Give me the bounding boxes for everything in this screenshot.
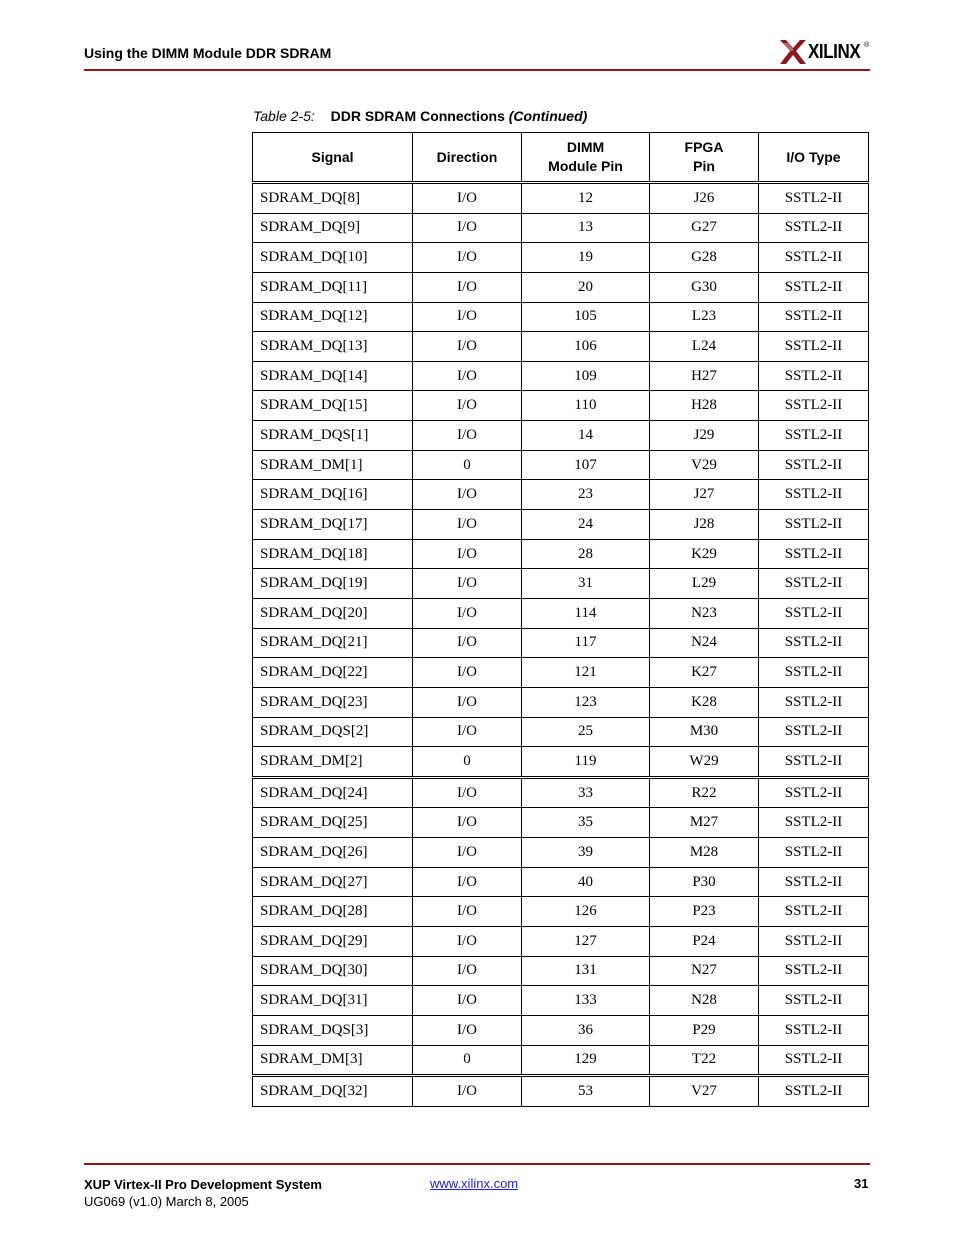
cell-dimm-module-pin: 35 bbox=[522, 808, 650, 838]
cell-direction: I/O bbox=[413, 391, 522, 421]
cell-fpga-pin: K28 bbox=[650, 687, 759, 717]
cell-dimm-module-pin: 133 bbox=[522, 986, 650, 1016]
cell-dimm-module-pin: 107 bbox=[522, 450, 650, 480]
footer-website-link[interactable]: www.xilinx.com bbox=[430, 1176, 519, 1191]
table-row bbox=[253, 421, 869, 451]
cell-direction: I/O bbox=[413, 539, 522, 569]
table-caption bbox=[253, 108, 587, 124]
table-row bbox=[253, 777, 869, 808]
cell-signal: SDRAM_DQ[21] bbox=[253, 628, 413, 658]
table-row bbox=[253, 183, 869, 214]
cell-fpga-pin: J27 bbox=[650, 480, 759, 510]
cell-io-type: SSTL2-II bbox=[759, 391, 869, 421]
xilinx-x-mark-icon bbox=[780, 40, 806, 64]
cell-dimm-module-pin: 40 bbox=[522, 867, 650, 897]
cell-direction: I/O bbox=[413, 480, 522, 510]
cell-io-type: SSTL2-II bbox=[759, 332, 869, 362]
cell-fpga-pin: L29 bbox=[650, 569, 759, 599]
cell-dimm-module-pin: 105 bbox=[522, 302, 650, 332]
cell-io-type: SSTL2-II bbox=[759, 1015, 869, 1045]
cell-fpga-pin: N23 bbox=[650, 598, 759, 628]
cell-fpga-pin: P30 bbox=[650, 867, 759, 897]
cell-io-type: SSTL2-II bbox=[759, 808, 869, 838]
cell-io-type: SSTL2-II bbox=[759, 838, 869, 868]
cell-direction: I/O bbox=[413, 897, 522, 927]
col-header-signal: Signal bbox=[253, 133, 413, 183]
cell-signal: SDRAM_DQS[1] bbox=[253, 421, 413, 451]
cell-signal: SDRAM_DQ[18] bbox=[253, 539, 413, 569]
cell-io-type: SSTL2-II bbox=[759, 450, 869, 480]
table-row bbox=[253, 927, 869, 957]
cell-dimm-module-pin: 121 bbox=[522, 658, 650, 688]
cell-signal: SDRAM_DQ[20] bbox=[253, 598, 413, 628]
cell-signal: SDRAM_DQ[15] bbox=[253, 391, 413, 421]
cell-dimm-module-pin: 117 bbox=[522, 628, 650, 658]
table-row bbox=[253, 332, 869, 362]
cell-io-type: SSTL2-II bbox=[759, 213, 869, 243]
table-number: Table 2-5: bbox=[253, 108, 315, 124]
cell-io-type: SSTL2-II bbox=[759, 569, 869, 599]
page-number: 31 bbox=[854, 1176, 869, 1191]
header-rule bbox=[84, 69, 870, 71]
footer-doc-id: UG069 (v1.0) March 8, 2005 bbox=[84, 1194, 249, 1209]
cell-direction: I/O bbox=[413, 183, 522, 214]
cell-io-type: SSTL2-II bbox=[759, 897, 869, 927]
cell-dimm-module-pin: 131 bbox=[522, 956, 650, 986]
cell-fpga-pin: L23 bbox=[650, 302, 759, 332]
cell-signal: SDRAM_DQ[29] bbox=[253, 927, 413, 957]
cell-direction: 0 bbox=[413, 1045, 522, 1076]
cell-signal: SDRAM_DQ[28] bbox=[253, 897, 413, 927]
table-row bbox=[253, 243, 869, 273]
table-row bbox=[253, 361, 869, 391]
cell-dimm-module-pin: 14 bbox=[522, 421, 650, 451]
cell-fpga-pin: T22 bbox=[650, 1045, 759, 1076]
cell-dimm-module-pin: 33 bbox=[522, 777, 650, 808]
cell-io-type: SSTL2-II bbox=[759, 986, 869, 1016]
cell-signal: SDRAM_DQ[26] bbox=[253, 838, 413, 868]
table-row bbox=[253, 391, 869, 421]
cell-fpga-pin: P29 bbox=[650, 1015, 759, 1045]
cell-direction: I/O bbox=[413, 687, 522, 717]
cell-dimm-module-pin: 109 bbox=[522, 361, 650, 391]
cell-fpga-pin: P23 bbox=[650, 897, 759, 927]
table-row bbox=[253, 598, 869, 628]
cell-dimm-module-pin: 25 bbox=[522, 717, 650, 747]
cell-io-type: SSTL2-II bbox=[759, 956, 869, 986]
cell-io-type: SSTL2-II bbox=[759, 243, 869, 273]
cell-io-type: SSTL2-II bbox=[759, 1045, 869, 1076]
table-row bbox=[253, 658, 869, 688]
cell-signal: SDRAM_DM[1] bbox=[253, 450, 413, 480]
cell-signal: SDRAM_DQ[17] bbox=[253, 510, 413, 540]
table-row bbox=[253, 569, 869, 599]
cell-direction: I/O bbox=[413, 838, 522, 868]
cell-io-type: SSTL2-II bbox=[759, 867, 869, 897]
cell-io-type: SSTL2-II bbox=[759, 510, 869, 540]
cell-direction: I/O bbox=[413, 658, 522, 688]
cell-signal: SDRAM_DQ[11] bbox=[253, 272, 413, 302]
table-row bbox=[253, 897, 869, 927]
cell-signal: SDRAM_DQS[2] bbox=[253, 717, 413, 747]
cell-fpga-pin: J29 bbox=[650, 421, 759, 451]
cell-fpga-pin: J28 bbox=[650, 510, 759, 540]
cell-fpga-pin: H28 bbox=[650, 391, 759, 421]
cell-direction: I/O bbox=[413, 628, 522, 658]
table-header-row bbox=[253, 133, 869, 183]
cell-dimm-module-pin: 119 bbox=[522, 747, 650, 778]
section-title: Using the DIMM Module DDR SDRAM bbox=[84, 45, 332, 61]
table-row bbox=[253, 1076, 869, 1107]
table-row bbox=[253, 717, 869, 747]
cell-dimm-module-pin: 12 bbox=[522, 183, 650, 214]
cell-direction: I/O bbox=[413, 717, 522, 747]
cell-dimm-module-pin: 114 bbox=[522, 598, 650, 628]
cell-direction: I/O bbox=[413, 598, 522, 628]
cell-fpga-pin: K27 bbox=[650, 658, 759, 688]
footer-left bbox=[84, 1176, 322, 1210]
cell-signal: SDRAM_DQ[14] bbox=[253, 361, 413, 391]
cell-signal: SDRAM_DQ[19] bbox=[253, 569, 413, 599]
cell-io-type: SSTL2-II bbox=[759, 421, 869, 451]
col-header-direction: Direction bbox=[413, 133, 522, 183]
cell-signal: SDRAM_DQ[27] bbox=[253, 867, 413, 897]
table-row bbox=[253, 302, 869, 332]
cell-signal: SDRAM_DQ[24] bbox=[253, 777, 413, 808]
table-row bbox=[253, 628, 869, 658]
table-row bbox=[253, 1015, 869, 1045]
col-header-dimm-module-pin: DIMM Module Pin bbox=[522, 133, 650, 183]
cell-direction: I/O bbox=[413, 332, 522, 362]
footer-rule bbox=[84, 1163, 870, 1165]
table-title: DDR SDRAM Connections bbox=[330, 108, 505, 124]
table-row bbox=[253, 1045, 869, 1076]
cell-signal: SDRAM_DQ[8] bbox=[253, 183, 413, 214]
cell-signal: SDRAM_DQ[9] bbox=[253, 213, 413, 243]
table-row bbox=[253, 687, 869, 717]
cell-io-type: SSTL2-II bbox=[759, 480, 869, 510]
cell-direction: I/O bbox=[413, 1015, 522, 1045]
cell-fpga-pin: R22 bbox=[650, 777, 759, 808]
cell-dimm-module-pin: 129 bbox=[522, 1045, 650, 1076]
footer-product: XUP Virtex-II Pro Development System bbox=[84, 1177, 322, 1192]
cell-fpga-pin: N24 bbox=[650, 628, 759, 658]
cell-io-type: SSTL2-II bbox=[759, 687, 869, 717]
cell-io-type: SSTL2-II bbox=[759, 777, 869, 808]
cell-direction: I/O bbox=[413, 213, 522, 243]
registered-mark: ® bbox=[864, 42, 870, 49]
cell-signal: SDRAM_DQ[31] bbox=[253, 986, 413, 1016]
cell-io-type: SSTL2-II bbox=[759, 598, 869, 628]
cell-dimm-module-pin: 31 bbox=[522, 569, 650, 599]
cell-signal: SDRAM_DQ[12] bbox=[253, 302, 413, 332]
cell-direction: 0 bbox=[413, 450, 522, 480]
cell-signal: SDRAM_DQ[32] bbox=[253, 1076, 413, 1107]
cell-fpga-pin: G28 bbox=[650, 243, 759, 273]
cell-dimm-module-pin: 53 bbox=[522, 1076, 650, 1107]
table-row bbox=[253, 272, 869, 302]
cell-fpga-pin: J26 bbox=[650, 183, 759, 214]
table-continued: (Continued) bbox=[508, 108, 588, 124]
cell-io-type: SSTL2-II bbox=[759, 539, 869, 569]
cell-fpga-pin: K29 bbox=[650, 539, 759, 569]
cell-dimm-module-pin: 110 bbox=[522, 391, 650, 421]
cell-io-type: SSTL2-II bbox=[759, 272, 869, 302]
cell-dimm-module-pin: 24 bbox=[522, 510, 650, 540]
cell-dimm-module-pin: 13 bbox=[522, 213, 650, 243]
table-row bbox=[253, 838, 869, 868]
cell-dimm-module-pin: 127 bbox=[522, 927, 650, 957]
cell-signal: SDRAM_DQ[16] bbox=[253, 480, 413, 510]
col-header-fpga-pin: FPGA Pin bbox=[650, 133, 759, 183]
cell-signal: SDRAM_DQ[22] bbox=[253, 658, 413, 688]
cell-signal: SDRAM_DQ[23] bbox=[253, 687, 413, 717]
cell-direction: I/O bbox=[413, 777, 522, 808]
cell-direction: I/O bbox=[413, 808, 522, 838]
cell-fpga-pin: H27 bbox=[650, 361, 759, 391]
col-header-io-type: I/O Type bbox=[759, 133, 869, 183]
cell-dimm-module-pin: 19 bbox=[522, 243, 650, 273]
cell-direction: I/O bbox=[413, 421, 522, 451]
cell-signal: SDRAM_DQ[10] bbox=[253, 243, 413, 273]
cell-io-type: SSTL2-II bbox=[759, 361, 869, 391]
cell-direction: I/O bbox=[413, 927, 522, 957]
table-row bbox=[253, 808, 869, 838]
cell-fpga-pin: M28 bbox=[650, 838, 759, 868]
cell-fpga-pin: L24 bbox=[650, 332, 759, 362]
table-row bbox=[253, 747, 869, 778]
table-row bbox=[253, 986, 869, 1016]
cell-fpga-pin: V29 bbox=[650, 450, 759, 480]
cell-direction: I/O bbox=[413, 243, 522, 273]
ddr-sdram-connections-table bbox=[252, 132, 869, 1107]
cell-fpga-pin: N27 bbox=[650, 956, 759, 986]
cell-direction: 0 bbox=[413, 747, 522, 778]
cell-io-type: SSTL2-II bbox=[759, 658, 869, 688]
table-row bbox=[253, 867, 869, 897]
table-row bbox=[253, 480, 869, 510]
cell-dimm-module-pin: 28 bbox=[522, 539, 650, 569]
cell-signal: SDRAM_DQS[3] bbox=[253, 1015, 413, 1045]
cell-direction: I/O bbox=[413, 302, 522, 332]
cell-fpga-pin: V27 bbox=[650, 1076, 759, 1107]
cell-dimm-module-pin: 39 bbox=[522, 838, 650, 868]
cell-io-type: SSTL2-II bbox=[759, 1076, 869, 1107]
cell-direction: I/O bbox=[413, 867, 522, 897]
cell-io-type: SSTL2-II bbox=[759, 183, 869, 214]
cell-direction: I/O bbox=[413, 272, 522, 302]
cell-direction: I/O bbox=[413, 986, 522, 1016]
cell-direction: I/O bbox=[413, 569, 522, 599]
cell-fpga-pin: G27 bbox=[650, 213, 759, 243]
xilinx-logo bbox=[780, 40, 869, 64]
cell-fpga-pin: G30 bbox=[650, 272, 759, 302]
cell-fpga-pin: P24 bbox=[650, 927, 759, 957]
cell-fpga-pin: M27 bbox=[650, 808, 759, 838]
cell-io-type: SSTL2-II bbox=[759, 717, 869, 747]
cell-direction: I/O bbox=[413, 361, 522, 391]
cell-direction: I/O bbox=[413, 510, 522, 540]
cell-dimm-module-pin: 123 bbox=[522, 687, 650, 717]
brand-name: XILINX bbox=[808, 40, 861, 63]
table-row bbox=[253, 510, 869, 540]
table-row bbox=[253, 450, 869, 480]
cell-signal: SDRAM_DM[2] bbox=[253, 747, 413, 778]
cell-direction: I/O bbox=[413, 1076, 522, 1107]
cell-io-type: SSTL2-II bbox=[759, 747, 869, 778]
cell-dimm-module-pin: 23 bbox=[522, 480, 650, 510]
cell-signal: SDRAM_DQ[30] bbox=[253, 956, 413, 986]
cell-fpga-pin: M30 bbox=[650, 717, 759, 747]
cell-io-type: SSTL2-II bbox=[759, 927, 869, 957]
cell-signal: SDRAM_DQ[25] bbox=[253, 808, 413, 838]
table-row bbox=[253, 539, 869, 569]
table-row bbox=[253, 956, 869, 986]
cell-dimm-module-pin: 20 bbox=[522, 272, 650, 302]
table-row bbox=[253, 213, 869, 243]
cell-direction: I/O bbox=[413, 956, 522, 986]
cell-signal: SDRAM_DQ[13] bbox=[253, 332, 413, 362]
cell-fpga-pin: W29 bbox=[650, 747, 759, 778]
cell-signal: SDRAM_DM[3] bbox=[253, 1045, 413, 1076]
cell-fpga-pin: N28 bbox=[650, 986, 759, 1016]
cell-dimm-module-pin: 36 bbox=[522, 1015, 650, 1045]
cell-io-type: SSTL2-II bbox=[759, 302, 869, 332]
cell-dimm-module-pin: 126 bbox=[522, 897, 650, 927]
cell-io-type: SSTL2-II bbox=[759, 628, 869, 658]
cell-dimm-module-pin: 106 bbox=[522, 332, 650, 362]
